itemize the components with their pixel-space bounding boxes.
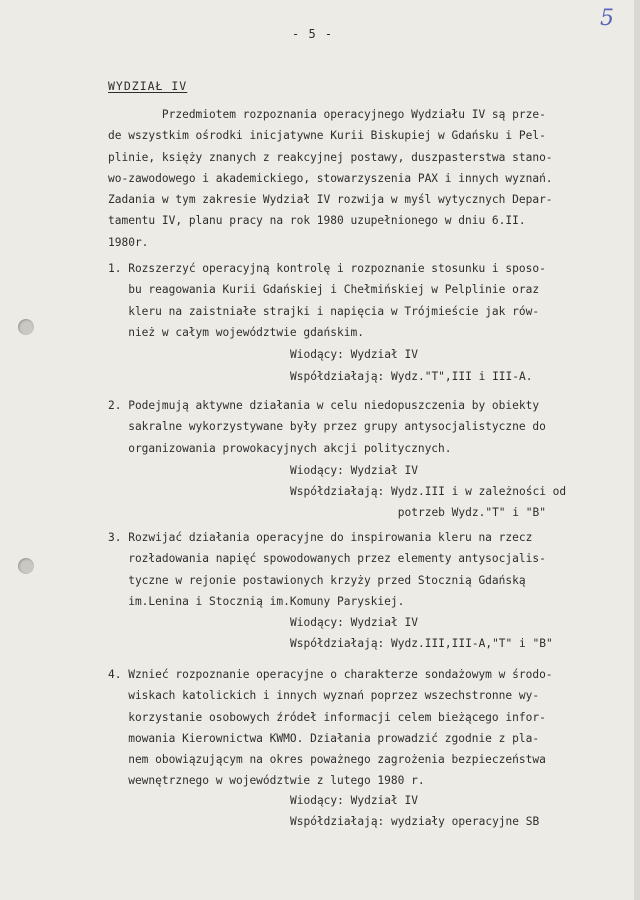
task-item-1 [108,258,628,343]
lead-unit: Wiodący: Wydział IV [290,348,418,361]
lead-unit: Wiodący: Wydział IV [290,464,418,477]
task-line: 3. Rozwijać działania operacyjne do inspirowania kleru na rzecz [108,531,533,544]
task-line: 4. Wznieć rozpoznanie operacyjne o charakterze sondażowym w środo- [108,668,553,681]
intro-paragraph [108,104,628,253]
cooperating-units: Współdziałają: Wydz."T",III i III-A. [290,370,533,383]
task-line: nem obowiązującym na okres poważnego zagrożenia bezpieczeństwa [108,753,546,767]
punch-hole [18,319,34,335]
task-line: im.Lenina i Stocznią im.Komuny Paryskiej. [108,594,405,608]
task-line: 1. Rozszerzyć operacyjną kontrolę i rozpoznanie stosunku i sposo- [108,262,546,275]
task-item-4 [108,664,628,792]
task-line: organizowania prowokacyjnych akcji politycznych. [108,441,452,455]
handwritten-page-mark: 5 [600,6,614,31]
task-line: sakralne wykorzystywane były przez grupy antysocjalistyczne do [108,420,546,434]
intro-line: 1980r. [108,235,149,249]
page-number: - 5 - [292,27,334,41]
intro-line: plinie, księży znanych z reakcyjnej postawy, duszpasterstwa stano- [108,150,553,164]
intro-line: tamentu IV, planu pracy na rok 1980 uzupełnionego w dniu 6.II. [108,214,526,228]
page-edge [634,0,640,900]
task-line: wiskach katolickich i innych wyznań poprzez wszechstronne wy- [108,689,540,703]
task-line: tyczne w rejonie postawionych krzyży przed Stocznią Gdańską [108,573,526,587]
task-line: mowania Kierownictwa KWMO. Działania prowadzić zgodnie z pla- [108,731,540,745]
intro-line: Zadania w tym zakresie Wydział IV rozwija w myśl wytycznych Depar- [108,193,553,207]
lead-unit: Wiodący: Wydział IV [290,794,418,807]
intro-line: de wszystkim ośrodki inicjatywne Kurii Biskupiej w Gdańsku i Pel- [108,129,546,143]
task-line: bu reagowania Kurii Gdańskiej i Chełmińskiej w Pelplinie oraz [108,283,540,297]
task-line: rozładowania napięć spowodowanych przez elementy antysocjalis- [108,552,546,566]
task-line: 2. Podejmują aktywne działania w celu niedopuszczenia by obiekty [108,399,540,412]
task-line: kleru na zaistniałe strajki i napięcia w Trójmieście jak rów- [108,304,540,318]
section-heading: WYDZIAŁ IV [108,79,188,93]
task-line: wewnętrznego w województwie z lutego 1980 r. [108,774,425,788]
task-line: nież w całym województwie gdańskim. [108,325,364,339]
cooperating-units: Współdziałają: wydziały operacyjne SB [290,815,540,828]
cooperating-units-continued: potrzeb Wydz."T" i "B" [290,506,546,519]
punch-hole [18,558,34,574]
intro-line: wo-zawodowego i akademickiego, stowarzyszenia PAX i innych wyznań. [108,171,553,185]
cooperating-units: Współdziałają: Wydz.III,III-A,"T" i "B" [290,637,553,650]
task-item-3 [108,527,628,612]
intro-line: Przedmiotem rozpoznania operacyjnego Wydziału IV są prze- [108,108,546,121]
lead-unit: Wiodący: Wydział IV [290,616,418,629]
task-line: korzystanie osobowych źródeł informacji celem bieżącego infor- [108,710,546,724]
cooperating-units: Współdziałają: Wydz.III i w zależności od [290,485,567,498]
task-item-2 [108,395,628,459]
